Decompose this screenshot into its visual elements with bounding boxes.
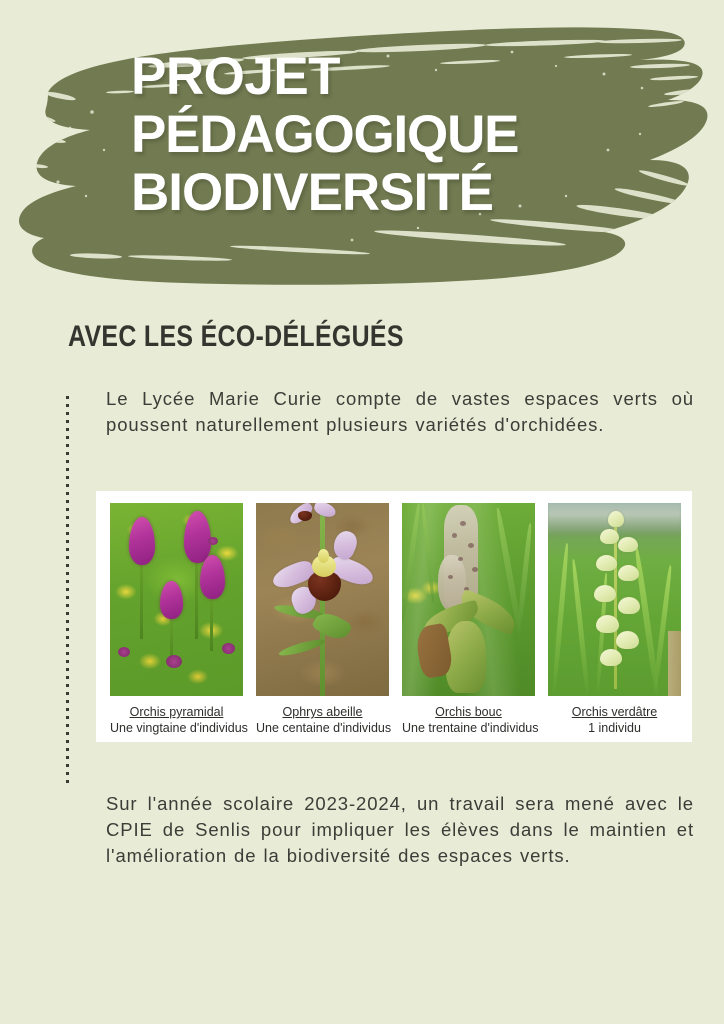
orchid-photo-card	[96, 491, 692, 742]
title-line-projet: PROJET	[131, 47, 341, 106]
orchid-flower	[616, 631, 639, 649]
orchid-flower-detail	[452, 533, 457, 538]
dotted-vertical-divider	[66, 396, 69, 786]
caption-species-name: Orchis pyramidal	[129, 705, 224, 719]
orchid-flower	[618, 597, 640, 614]
orchid-flower	[618, 537, 638, 552]
photo-orchis-bouc	[402, 503, 535, 696]
orchid-flower	[596, 555, 617, 571]
orchid-flower-detail	[448, 575, 453, 579]
orchid-flower-detail	[468, 543, 474, 548]
caption-orchis-pyramidal	[110, 704, 248, 736]
orchid-flower-detail	[472, 567, 478, 572]
wooden-post	[668, 631, 681, 696]
caption-species-name: Orchis bouc	[435, 705, 502, 719]
clover-flower	[222, 643, 235, 654]
header-banner	[0, 0, 724, 300]
caption-count: Une centaine d'individus	[256, 721, 392, 735]
outro-paragraph: Sur l'année scolaire 2023-2024, un travail sera mené avec le CPIE de Senlis pour impliquer les élèves dans le maintien et l'amélioration de la biodiversité des espaces verts.	[106, 793, 694, 866]
caption-orchis-verdatre	[548, 704, 681, 736]
photo-orchis-pyramidal	[110, 503, 243, 696]
clover-flower	[118, 647, 130, 657]
title-line-pedagogique: PÉDAGOGIQUE	[131, 105, 519, 164]
orchid-flower-detail	[458, 557, 463, 561]
subtitle-eco-delegues: AVEC LES ÉCO-DÉLÉGUÉS	[68, 320, 404, 353]
title-line-biodiversite: BIODIVERSITÉ	[131, 163, 494, 222]
orchid-flower	[596, 615, 619, 633]
orchid-flower	[594, 585, 616, 602]
caption-count: Une trentaine d'individus	[402, 721, 539, 735]
photo-captions	[110, 704, 689, 736]
caption-count: 1 individu	[588, 721, 641, 735]
intro-paragraph: Le Lycée Marie Curie compte de vastes espaces verts où poussent naturellement plusieurs variétés d'orchidées.	[106, 388, 694, 435]
orchid-flower	[600, 649, 622, 666]
page-title	[0, 48, 724, 222]
clover-flower	[208, 537, 218, 545]
orchid-flower	[618, 565, 639, 581]
caption-count: Une vingtaine d'individus	[110, 721, 248, 735]
caption-ophrys-abeille	[256, 704, 392, 736]
orchid-column	[318, 549, 329, 563]
caption-orchis-bouc	[402, 704, 539, 736]
photo-ophrys-abeille	[256, 503, 389, 696]
orchid-photo-row	[110, 503, 689, 696]
orchid-flower-detail	[460, 521, 466, 526]
caption-species-name: Orchis verdâtre	[571, 705, 658, 719]
photo-orchis-verdatre	[548, 503, 681, 696]
caption-species-name: Ophrys abeille	[282, 705, 363, 719]
clover-flower	[166, 655, 182, 668]
orchid-flower	[600, 529, 619, 544]
orchid-leaf	[446, 621, 486, 693]
orchid-flower	[608, 511, 624, 527]
